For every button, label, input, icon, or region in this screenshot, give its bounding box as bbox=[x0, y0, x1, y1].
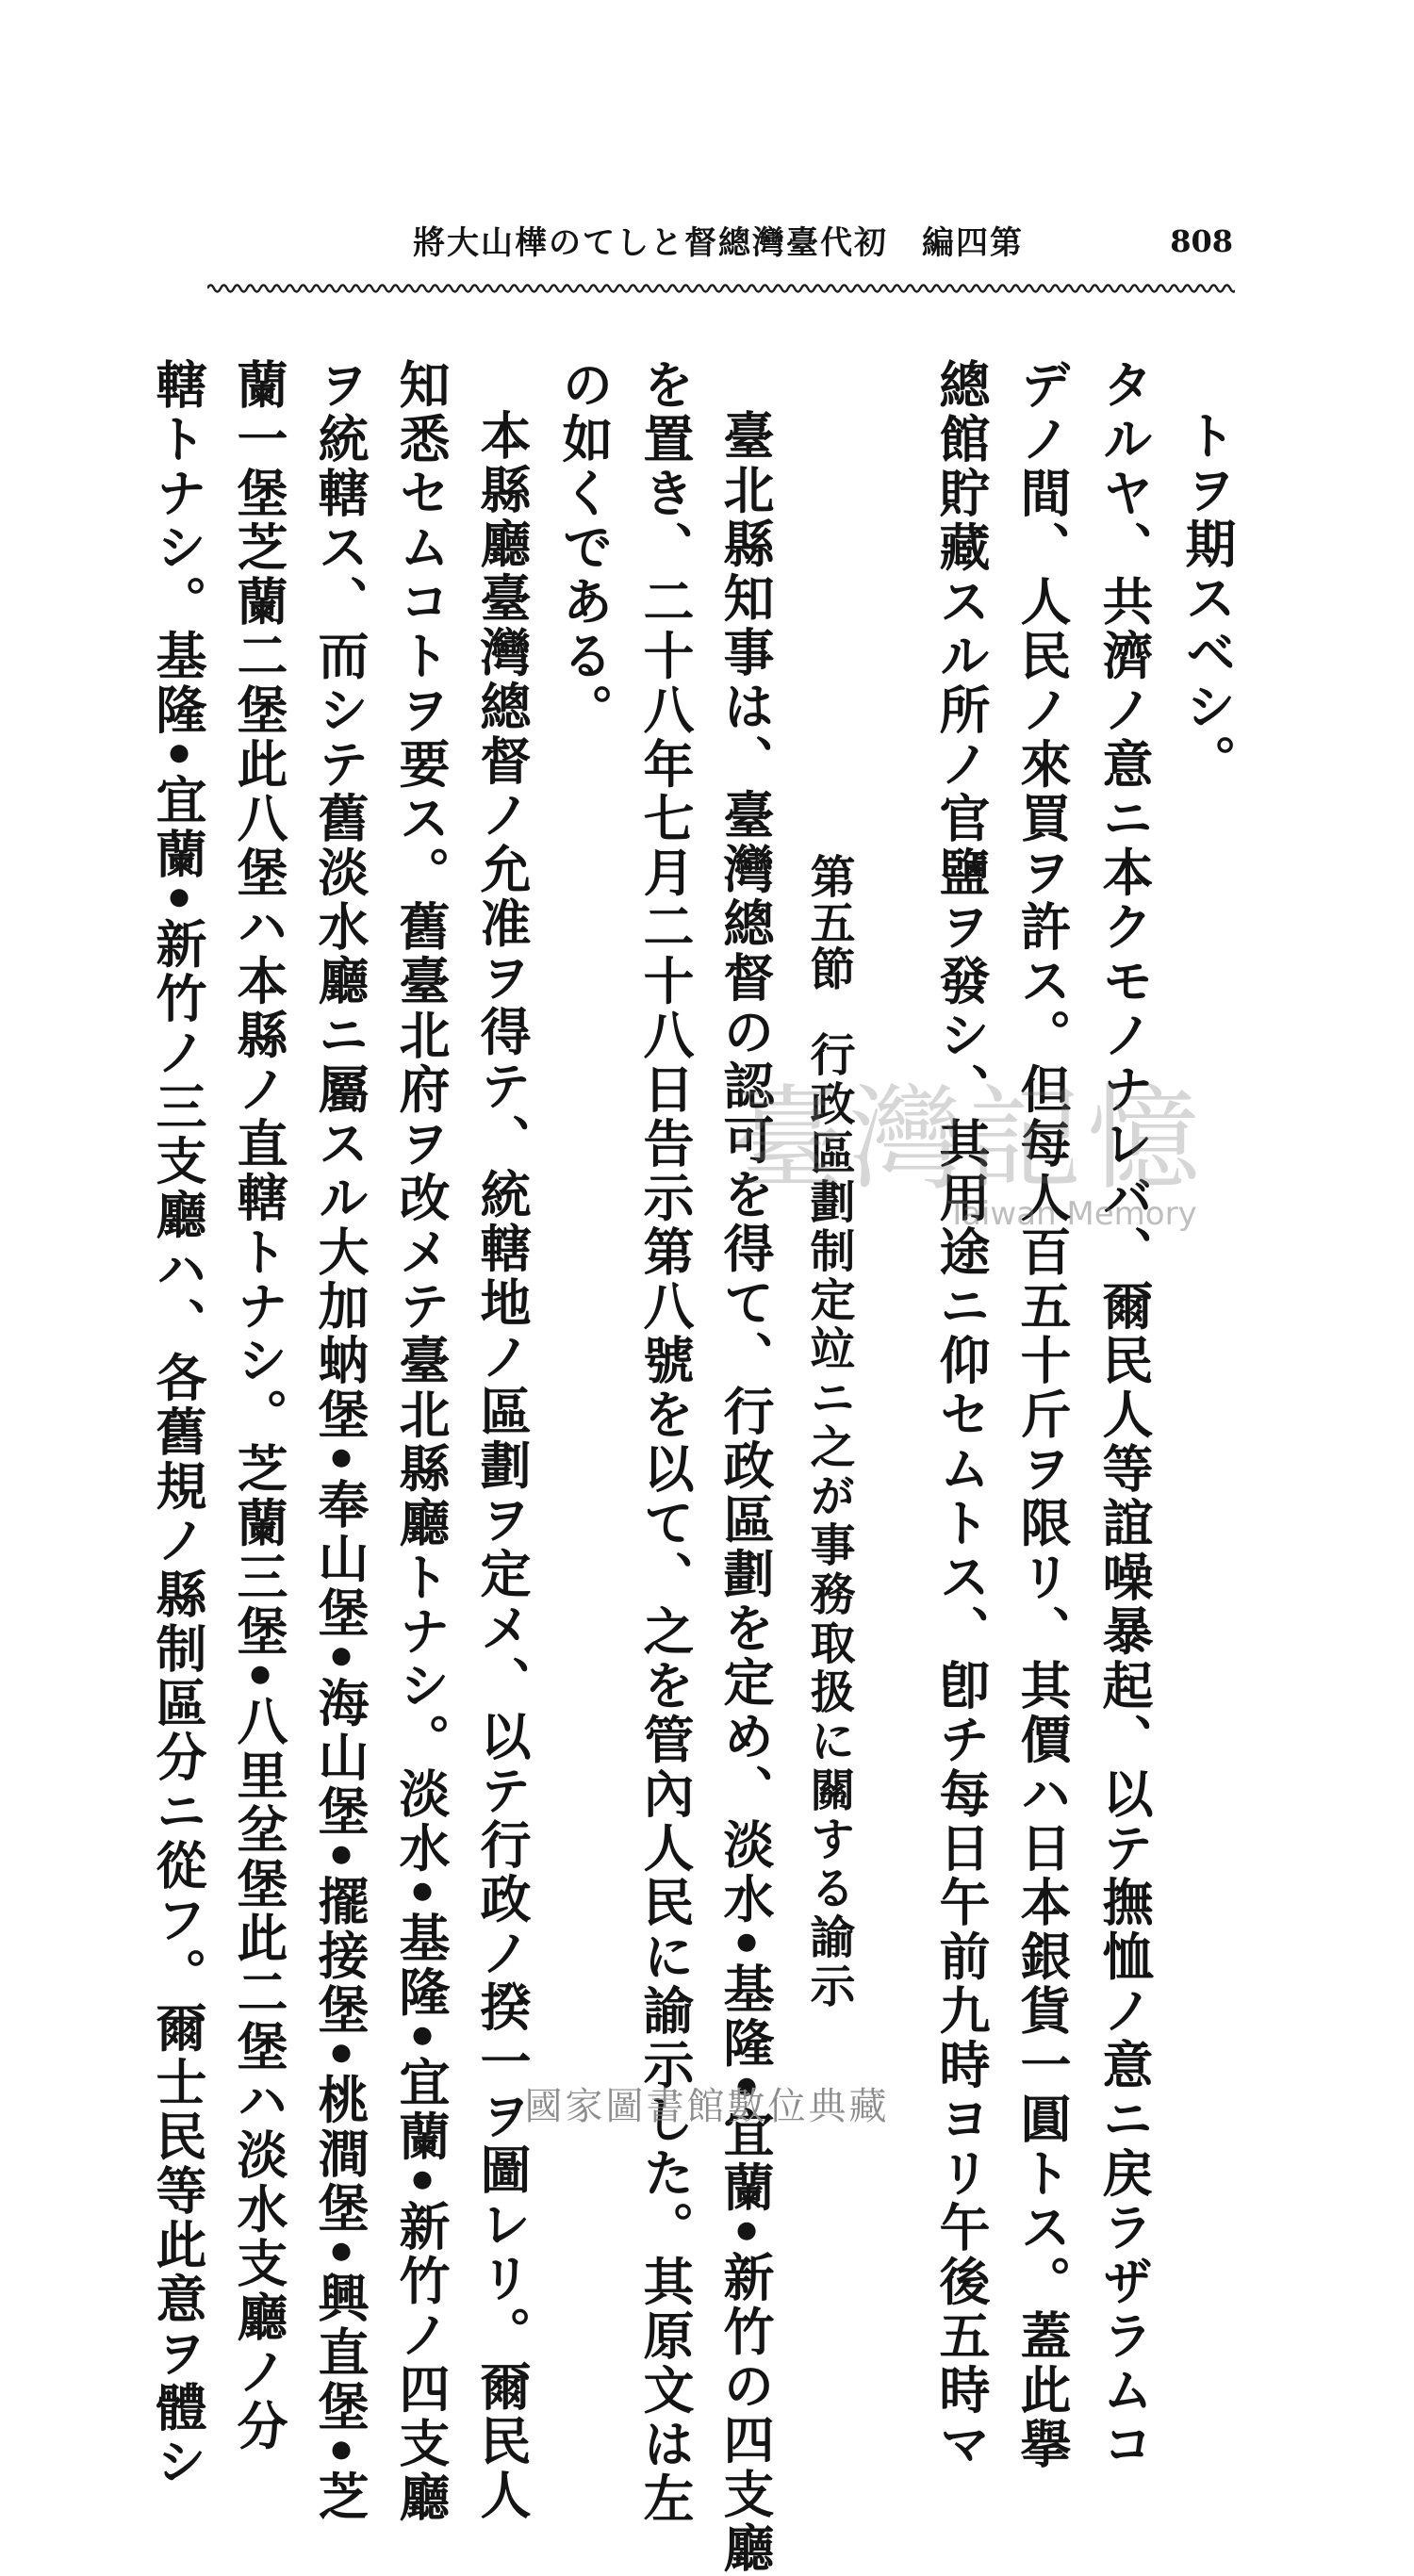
footer-collection-name: 國家圖書館數位典藏 bbox=[524, 2085, 890, 2128]
watermark-logo-text: 臺灣記憶 bbox=[731, 1075, 1206, 1206]
text-column-10: ヲ統轄ス、而シテ舊淡水廳ニ屬スル大加蚋堡•奉山堡•海山堡•擺接堡•桃澗堡•興直堡•芝 bbox=[310, 358, 370, 2525]
text-column-4: 總館貯藏スル所ノ官鹽ヲ發シ、其用途ニ仰セムトス、卽チ每日午前九時ヨリ午後五時マ bbox=[931, 358, 992, 2472]
running-header-title: 將大山樺のてしと督總灣臺代初 編四第 bbox=[413, 224, 1024, 262]
watermark bbox=[731, 1075, 1206, 1244]
text-column-12: 轄トナシ。基隆•宜蘭•新竹ノ三支廳ハ、各舊規ノ縣制區分ニ從フ。爾士民等此意ヲ體シ bbox=[148, 358, 208, 2490]
text-column-3: デノ間、人民ノ來買ヲ許ス。但每人百五十斤ヲ限リ、其價ハ日本銀貨一圓トス。蓋此擧 bbox=[1012, 358, 1073, 2472]
section-label: 第五節 bbox=[802, 853, 855, 992]
watermark-latin-text: Taiwan Memory bbox=[947, 1195, 1197, 1233]
text-column-11: 蘭一堡芝蘭二堡此八堡ハ本縣ノ直轄トナシ。芝蘭三堡•八里坌堡此二堡ハ淡水支廳ノ分 bbox=[229, 358, 289, 2454]
text-column-6: を置き、二十八年七月二十八日告示第八號を以て、之を管內人民に諭示した。其原文は左 bbox=[635, 358, 696, 2526]
header-wavy-rule bbox=[207, 279, 1235, 298]
text-column-9: 知悉セムコトヲ要ス。舊臺北府ヲ改メテ臺北縣廳トナシ。淡水•基隆•宜蘭•新竹ノ四支廳 bbox=[391, 358, 452, 2526]
text-column-7: の如くである。 bbox=[554, 358, 615, 738]
text-column-8: 本縣廳臺灣總督ノ允准ヲ得テ、統轄地ノ區劃ヲ定メ、以テ行政ノ揆一ヲ圖レリ。爾民人 bbox=[472, 409, 533, 2523]
text-column-1: トヲ期スベシ。 bbox=[1177, 409, 1238, 789]
text-column-5: 臺北縣知事は、臺灣總督の認可を得て、行政區劃を定め、淡水•基隆•宜蘭•新竹の四支廳 bbox=[715, 409, 776, 2576]
page-number: 808 bbox=[1170, 223, 1233, 259]
text-column-2: タルヤ、共濟ノ意ニ本クモノナレバ、爾民人等誼噪暴起、以テ撫恤ノ意ニ戻ラザラムコ bbox=[1094, 358, 1155, 2472]
section-title: 行政區劃制定竝ニ之が事務取扱に關する諭示 bbox=[802, 1031, 855, 2011]
